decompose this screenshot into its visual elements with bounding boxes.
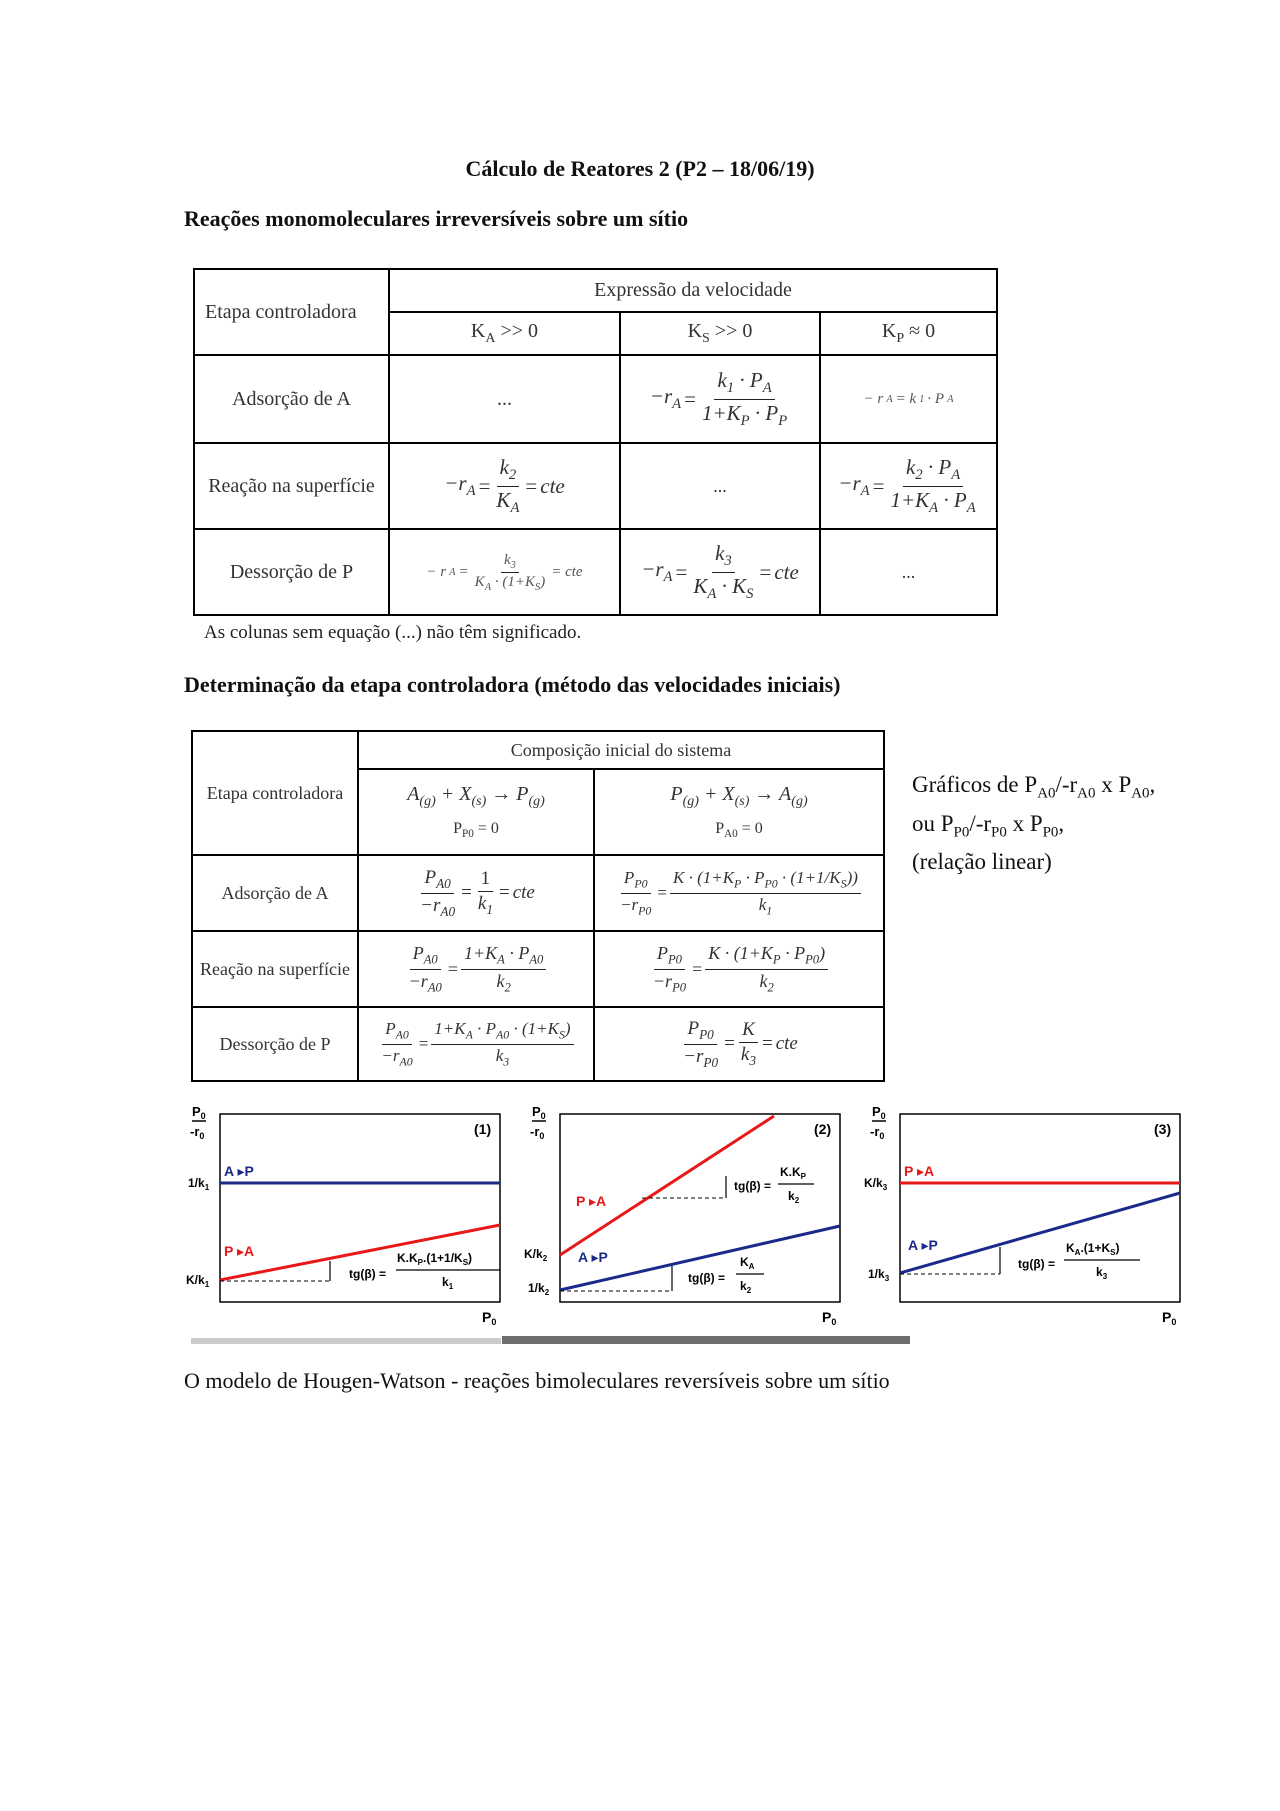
graph1-label: (1) — [474, 1121, 492, 1137]
graph-note-line2: ou $P_{P0}/-r_{P0}$ x $P_{P0}$, — [912, 810, 1065, 841]
graph1-tick-1: $1/k_1$ — [188, 1176, 210, 1192]
graph1-slope: tg(β) = — [349, 1267, 386, 1281]
row-reacao-c3: $-r_A$ = $\frac{k_2 \cdot P_A}{1+K_A \cdot P_A}$ — [820, 443, 997, 529]
section-heading-1: Reações monomoleculares irreversíveis sobre um sítio — [184, 206, 689, 231]
graph3-series-ap: A ▸P — [908, 1237, 938, 1253]
graph2-series-ap: A ▸P — [578, 1249, 608, 1265]
graph3-yaxis-num: $P_0$ — [872, 1104, 886, 1121]
row-reacao-stage: Reação na superfície — [194, 443, 389, 529]
row-dessorcao-c3: ... — [820, 529, 997, 615]
t2-row-reacao-stage: Reação na superfície — [192, 931, 358, 1007]
graph3-slope: tg(β) = — [1018, 1257, 1055, 1271]
subheader-ks: $K_S >> 0$ — [620, 312, 820, 355]
graph2-tick-2: $1/k_2$ — [528, 1281, 550, 1297]
t2-row-adsorcao-c2: $\frac{P_{P0}}{-r_{P0}}$ = $\frac{K \cdot (1+K_P \cdot P_{P0} \cdot (1+1/K_S))}{k_1}$ — [594, 855, 884, 931]
graph-note-line3: (relação linear) — [912, 849, 1052, 875]
graph1-yaxis-num: $P_0$ — [192, 1104, 206, 1121]
graph1-xaxis: $P_0$ — [482, 1309, 497, 1327]
graph2-yaxis-num: $P_0$ — [532, 1104, 546, 1121]
svg-text:KA.(1+KS): $K_A.(1+K_S)$ — [1066, 1241, 1120, 1257]
row-dessorcao-c2: $-r_A$ = $\frac{k_3}{K_A \cdot K_S}$ = cte — [620, 529, 820, 615]
graph-1 — [186, 1104, 500, 1327]
subheader-kp: $K_P \approx 0$ — [820, 312, 997, 355]
cropped-caption-left — [191, 1338, 501, 1344]
t2-header-comp: Composição inicial do sistema — [358, 731, 884, 769]
table-note: As colunas sem equação (...) não têm significado. — [204, 622, 582, 643]
row-adsorcao-stage: Adsorção de A — [194, 355, 389, 443]
svg-text:k1: $k_1$ — [442, 1275, 454, 1291]
graph3-label: (3) — [1154, 1121, 1172, 1137]
graph-2 — [524, 1104, 840, 1327]
svg-text:k2: $k_2$ — [740, 1279, 752, 1295]
t2-subheader-reverse: $P_{(g)} + X_{(s)} \to A_{(g)}$ $P_{A0} = 0$ — [594, 769, 884, 855]
section-heading-2: Determinação da etapa controladora (método das velocidades iniciais) — [184, 672, 841, 697]
graph2-tick-1: $K/k_2$ — [524, 1247, 548, 1263]
graph1-tick-2: $K/k_1$ — [186, 1273, 210, 1289]
graph2-yaxis-den: $-r_0$ — [530, 1124, 545, 1141]
row-adsorcao-c2: $-r_A$ = $\frac{k_1 \cdot P_A}{1+K_P \cdot P_P}$ — [620, 355, 820, 443]
row-dessorcao-stage: Dessorção de P — [194, 529, 389, 615]
t2-row-reacao-c1: $\frac{P_{A0}}{-r_{A0}}$ = $\frac{1+K_A \cdot P_{A0}}{k_2}$ — [358, 931, 594, 1007]
t2-header-stage: Etapa controladora — [192, 731, 358, 855]
t2-subheader-forward: $A_{(g)} + X_{(s)} \to P_{(g)}$ $P_{P0} = 0$ — [358, 769, 594, 855]
initial-rate-table — [191, 730, 885, 1082]
graphs-panel — [184, 1100, 1184, 1340]
graph1-slope-num: $K.K_P.(1+1/K_S)$ — [397, 1251, 473, 1267]
graph2-series-pa: P ▸A — [576, 1193, 607, 1209]
graph1-yaxis-den: $-r_0$ — [190, 1124, 205, 1141]
row-adsorcao-c3: − r A = k 1 · P A — [820, 355, 997, 443]
svg-text:k3: $k_3$ — [1096, 1265, 1108, 1281]
rate-expression-table — [193, 268, 998, 616]
graph3-tick-2: $1/k_3$ — [868, 1267, 890, 1283]
cropped-caption-bar — [502, 1336, 910, 1344]
graph2-slope-1: tg(β) = — [734, 1179, 771, 1193]
graph3-tick-1: $K/k_3$ — [864, 1176, 888, 1192]
graph3-yaxis-den: $-r_0$ — [870, 1124, 885, 1141]
graph-note — [912, 770, 1155, 877]
row-dessorcao-c1: − r A = $\frac{k_3}{K_A \cdot (1+K_S)}$ = cte — [389, 529, 620, 615]
graph2-xaxis: $P_0$ — [822, 1309, 837, 1327]
svg-text:k2: $k_2$ — [788, 1189, 800, 1205]
page-title: Cálculo de Reatores 2 (P2 – 18/06/19) — [465, 156, 815, 181]
graph2-slope-2: tg(β) = — [688, 1271, 725, 1285]
svg-text:KA: $K_A$ — [740, 1255, 755, 1271]
graph3-xaxis: $P_0$ — [1162, 1309, 1177, 1327]
subheader-ka: $K_A >> 0$ — [389, 312, 620, 355]
header-stage: Etapa controladora — [194, 269, 389, 355]
row-reacao-c1: $-r_A$ = $\frac{k_2}{K_A}$ = cte — [389, 443, 620, 529]
t2-row-adsorcao-stage: Adsorção de A — [192, 855, 358, 931]
row-reacao-c2: ... — [620, 443, 820, 529]
section-heading-3: O modelo de Hougen-Watson - reações bimoleculares reversíveis sobre um sítio — [184, 1368, 890, 1393]
graph2-label: (2) — [814, 1121, 832, 1137]
t2-row-dessorcao-stage: Dessorção de P — [192, 1007, 358, 1081]
graph-note-line1: Gráficos de $P_{A0}/-r_{A0}$ x $P_{A0}$, — [912, 772, 1156, 802]
t2-row-adsorcao-c1: $\frac{P_{A0}}{-r_{A0}}$ = $\frac{1}{k_1}$ = cte — [358, 855, 594, 931]
graphs-svg — [184, 1100, 1184, 1340]
row-adsorcao-c1: ... — [389, 355, 620, 443]
graph-3 — [864, 1104, 1180, 1327]
graph3-series-pa: P ▸A — [904, 1163, 935, 1179]
graph1-series-ap: A ▸P — [224, 1163, 254, 1179]
header-expression: Expressão da velocidade — [389, 269, 997, 312]
t2-row-dessorcao-c2: $\frac{P_{P0}}{-r_{P0}}$ = $\frac{K}{k_3}$ = cte — [594, 1007, 884, 1081]
graph1-series-pa: P ▸A — [224, 1243, 255, 1259]
t2-row-dessorcao-c1: $\frac{P_{A0}}{-r_{A0}}$ = $\frac{1+K_A \cdot P_{A0} \cdot (1+K_S)}{k_3}$ — [358, 1007, 594, 1081]
t2-row-reacao-c2: $\frac{P_{P0}}{-r_{P0}}$ = $\frac{K \cdot (1+K_P \cdot P_{P0})}{k_2}$ — [594, 931, 884, 1007]
svg-text:K.KP: $K.K_P$ — [780, 1165, 807, 1181]
